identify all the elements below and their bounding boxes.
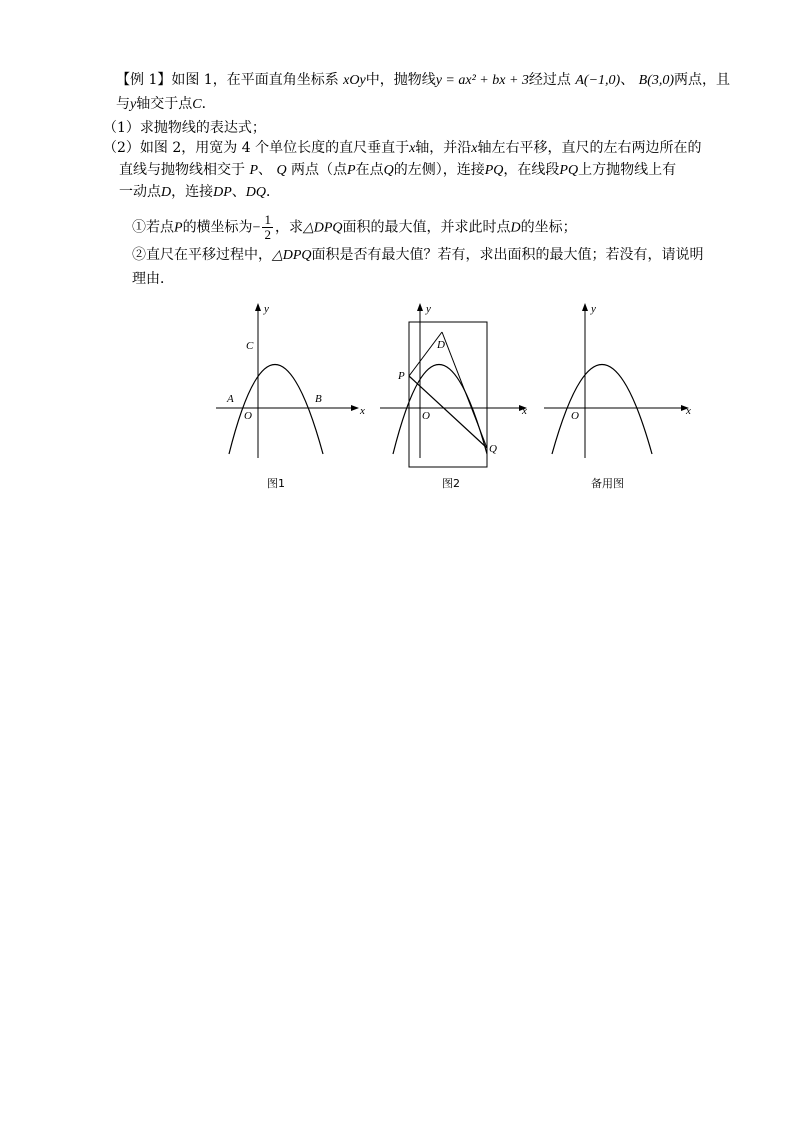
part-1 [103,118,266,138]
var-dp: DP [213,185,232,200]
text: 的横坐标为 [182,219,253,236]
text: 轴交于点 [136,96,193,112]
var-dq: DQ [245,185,267,200]
point-a-coord: A(−1,0) [575,73,621,88]
triangle-dpq: △DPQ [302,220,343,236]
text: ． [266,184,281,200]
part-2-line-1 [103,138,702,159]
parabola [552,365,652,455]
text: 的坐标； [520,219,577,236]
sub-question-2 [132,245,704,266]
text: 面积是否有最大值？若有，求出面积的最大值；若没有，请说明 [311,247,704,263]
problem-intro-3: 经过点 [528,72,571,88]
var-c: C [192,97,202,112]
origin-label: O [571,410,579,422]
point-d-label: D [437,339,445,351]
problem-intro-4: 两点，且 [674,72,731,88]
text: 在点 [355,162,384,178]
problem-intro-1: 如图 1，在平面直角坐标系 [171,72,339,88]
y-axis-label: y [426,303,431,315]
text: ，求 [274,219,303,236]
problem-label: 【例 1】 [116,72,172,88]
var-y: y [130,97,137,112]
var-x: x [471,141,478,156]
y-axis-label: y [264,303,269,315]
text: 、 [231,184,246,200]
text: ②直尺在平移过程中， [132,247,272,263]
var-x: x [409,141,416,156]
point-b-coord: B(3,0) [638,73,675,88]
problem-line-1 [116,70,730,91]
problem-line-2 [116,94,216,115]
figure-1 [212,298,372,468]
coordinate-system-name: xOy [343,73,366,88]
parabola [393,365,487,455]
figure-3-spare [540,298,700,468]
figure-2-caption: 图2 [442,477,460,490]
segment-pq [409,376,487,448]
figure-1-caption: 图1 [267,477,285,490]
part-2-line-3 [119,182,280,203]
part-2-line-2 [119,160,676,181]
origin-label: O [422,410,430,422]
text: ①若点 [132,219,174,236]
var-d: D [161,185,172,200]
text: ，在线段 [503,162,560,178]
text: 理由． [132,271,174,287]
text: 直线与抛物线相交于 [119,162,245,178]
var-pq: PQ [484,163,504,178]
var-q: Q [383,163,394,178]
point-a-label: A [227,393,234,405]
x-axis-label: x [360,405,365,417]
text: 两点（点 [291,162,348,178]
var-p: P [174,220,183,236]
fraction-one-half [262,213,273,242]
text: 轴左右平移，直尺的左右两边所在的 [477,140,702,156]
var-q: Q [276,163,287,178]
segment-dq [442,332,487,448]
sub-question-2-cont [132,269,174,289]
text: 面积的最大值，并求此时点 [342,219,511,236]
fraction-denominator: 2 [264,227,271,242]
text: 、 [258,162,273,178]
text: （2）如图 2，用宽为 4 个单位长度的直尺垂直于 [103,140,410,156]
ruler-rectangle [409,322,487,467]
text: 上方抛物线上有 [578,162,677,178]
figure-2 [376,298,536,468]
var-p: P [347,163,356,178]
x-axis-label: x [686,405,691,417]
var-pq: PQ [559,163,579,178]
fraction-numerator: 1 [264,212,271,227]
y-axis-label: y [591,303,596,315]
separator: 、 [620,72,635,88]
x-axis-label: x [522,405,527,417]
var-p: P [249,163,259,178]
origin-label: O [244,410,252,422]
var-d: D [510,220,521,236]
text: 一动点 [119,184,161,200]
point-p-label: P [398,370,405,382]
text: ，连接 [171,184,214,200]
point-q-label: Q [489,443,497,455]
point-c-label: C [246,340,254,352]
text: 轴，并沿 [415,140,472,156]
part-1-text: （1）求抛物线的表达式； [103,120,266,136]
text: 的左侧），连接 [393,162,485,178]
figure-3-caption: 备用图 [591,477,624,490]
minus-sign: − [252,220,261,236]
sub-question-1 [132,213,577,242]
text: ． [201,96,216,112]
problem-intro-2: 中，抛物线 [365,72,436,88]
triangle-dpq: △DPQ [272,248,312,263]
parabola-equation: y = ax² + bx + 3 [435,73,529,88]
point-b-label: B [315,393,322,405]
text: 与 [116,96,130,112]
